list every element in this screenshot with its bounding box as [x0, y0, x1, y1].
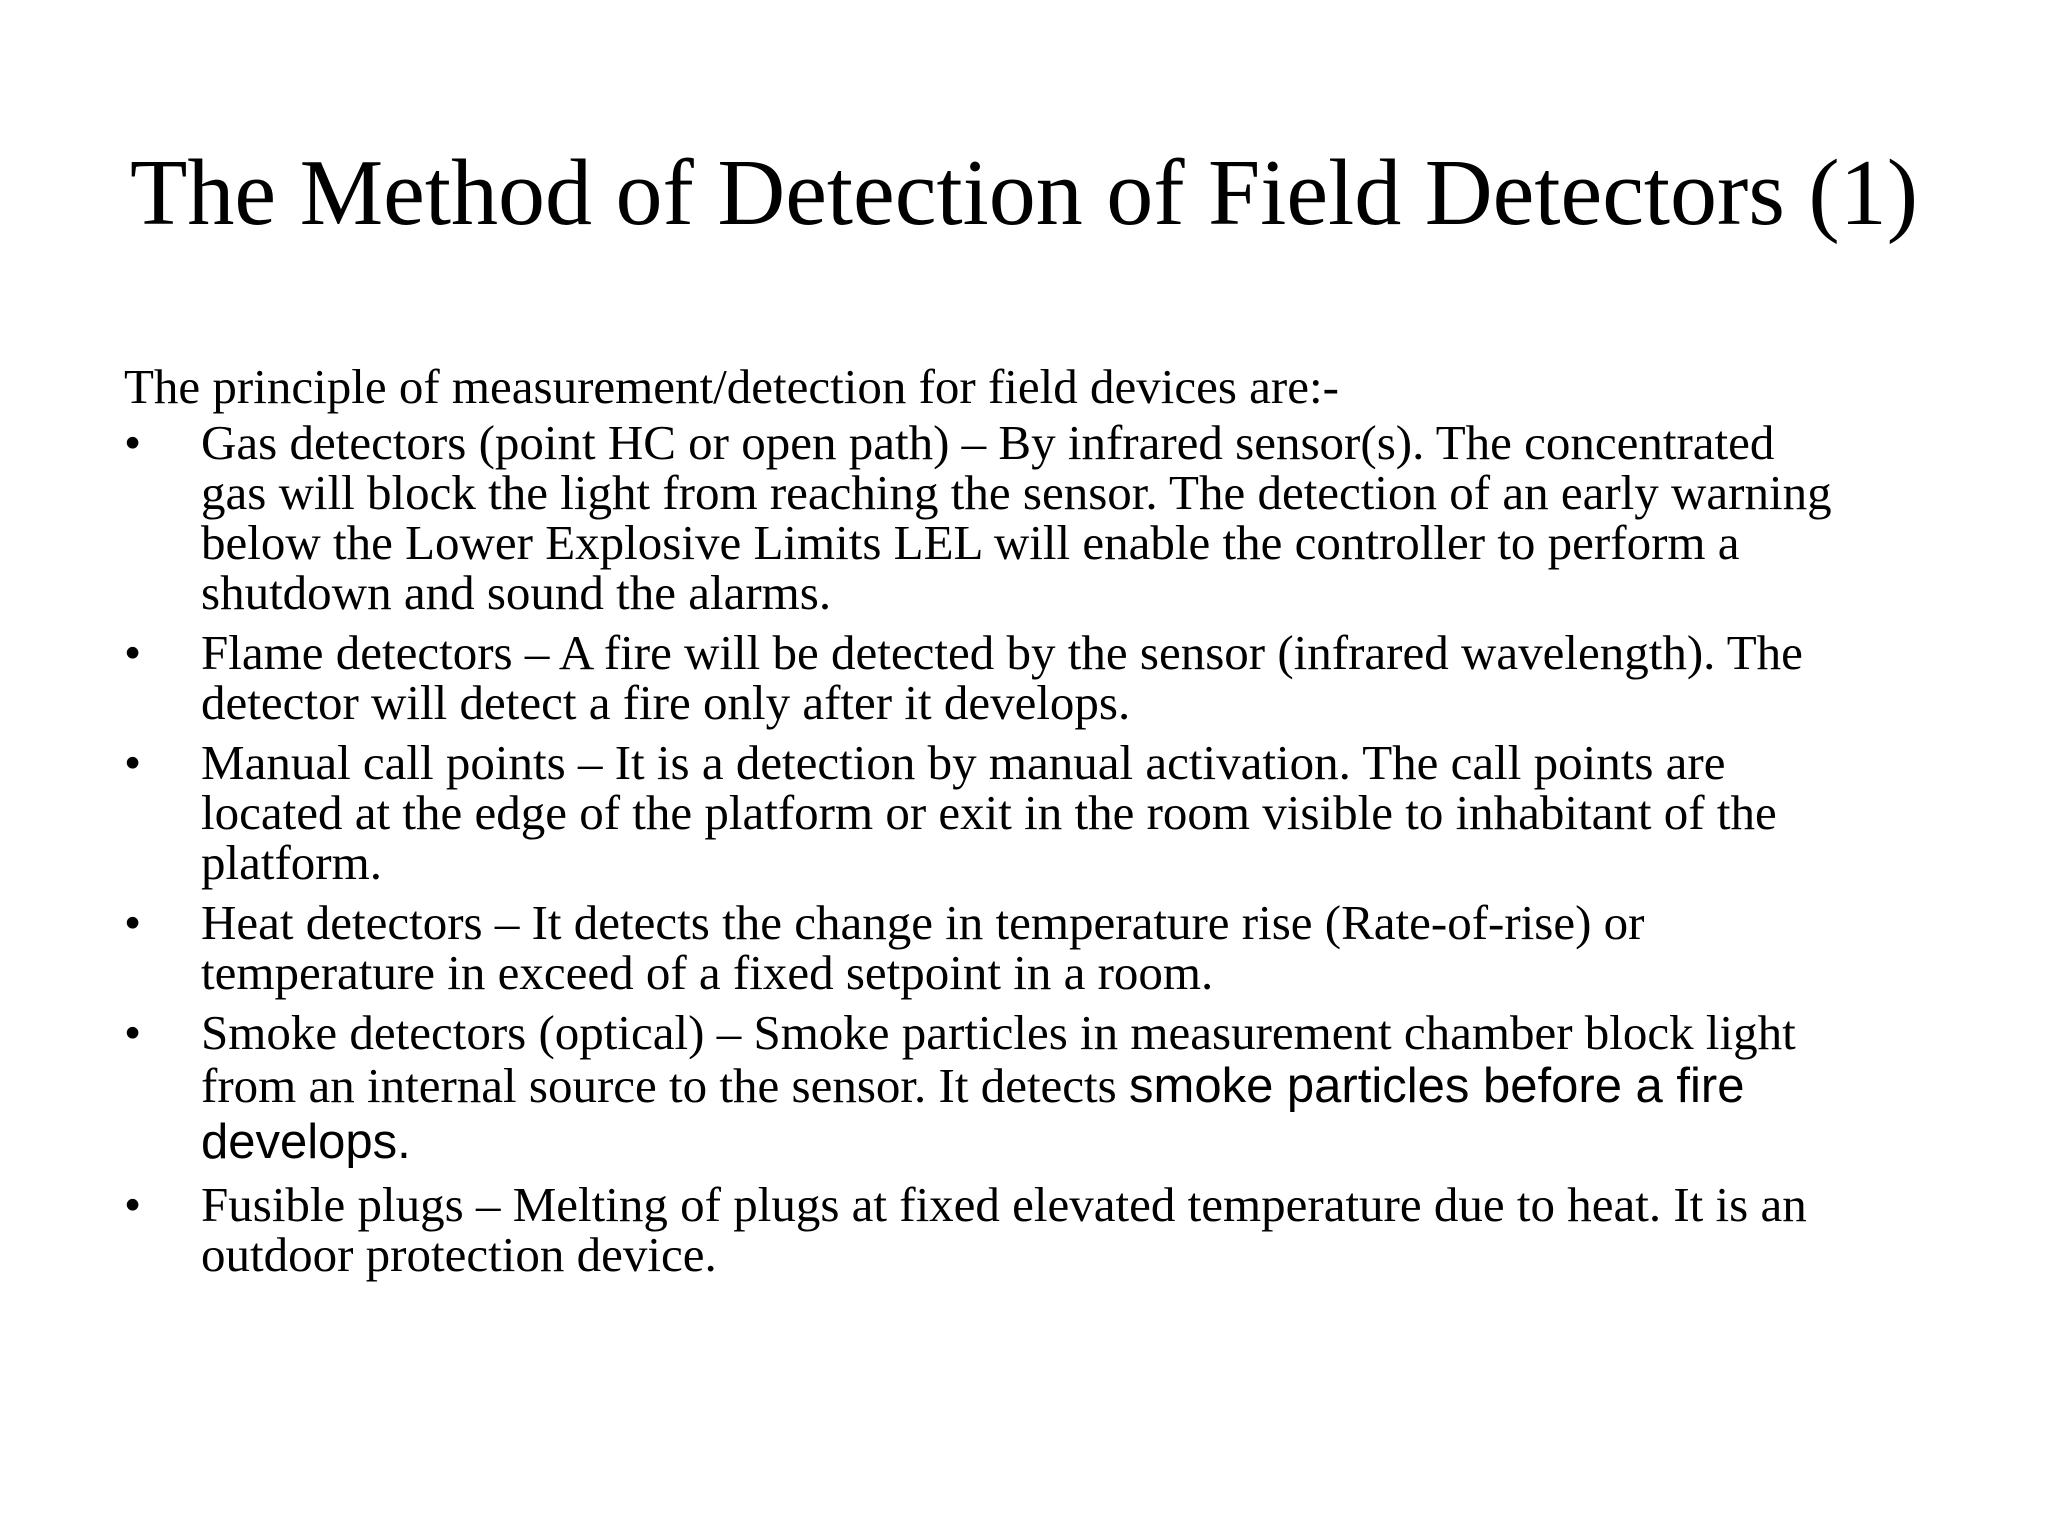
slide-body: [124, 360, 1944, 1290]
slide-title: The Method of Detection of Field Detectors (1): [129, 141, 1919, 245]
bullet-line: Gas detectors (point HC or open path) – By infrared sensor(s). The concentrated: [201, 415, 1775, 470]
bullet-marker: •: [124, 1177, 142, 1232]
bullet-line: platform.: [201, 835, 382, 890]
bullet-line: below the Lower Explosive Limits LEL will enable the controller to perform a: [201, 515, 1740, 570]
bullet-line: [201, 1058, 1944, 1114]
bullet-line: located at the edge of the platform or exit in the room visible to inhabitant of the: [201, 785, 1777, 840]
bullet-line: temperature in exceed of a fixed setpoint in a room.: [201, 945, 1214, 1000]
bullet-line: Smoke detectors (optical) – Smoke particles in measurement chamber block light: [201, 1005, 1796, 1060]
bullet-marker: •: [124, 1005, 142, 1060]
bullet-gas-detectors: [124, 415, 1944, 620]
bullet-marker: •: [124, 735, 142, 790]
bullet-line: shutdown and sound the alarms.: [201, 565, 832, 620]
bullet-line: develops.: [201, 1115, 411, 1169]
bullet-line: gas will block the light from reaching the sensor. The detection of an early warning: [201, 465, 1832, 520]
bullet-marker: •: [124, 625, 142, 680]
bullet-line: Heat detectors – It detects the change in temperature rise (Rate-of-rise) or: [201, 895, 1645, 950]
bullet-line: Flame detectors – A fire will be detected by the sensor (infrared wavelength). The: [201, 625, 1803, 680]
bullet-list: [124, 415, 1944, 1282]
bullet-smoke-detectors: [124, 1005, 1944, 1170]
bullet-marker: •: [124, 415, 142, 470]
bullet-flame-detectors: [124, 625, 1944, 730]
bullet-line-part-emphasis: smoke particles before a fire: [1129, 1059, 1745, 1113]
bullet-line-part: from an internal source to the sensor. It detects: [201, 1058, 1129, 1113]
bullet-line: detector will detect a fire only after it develops.: [201, 675, 1131, 730]
bullet-line: outdoor protection device.: [201, 1227, 717, 1282]
bullet-heat-detectors: [124, 895, 1944, 1000]
intro-text: The principle of measurement/detection for field devices are:-: [124, 359, 1339, 414]
bullet-manual-call-points: [124, 735, 1944, 890]
bullet-marker: •: [124, 895, 142, 950]
bullet-line: Fusible plugs – Melting of plugs at fixed elevated temperature due to heat. It is an: [201, 1177, 1807, 1232]
bullet-line: Manual call points – It is a detection by manual activation. The call points are: [201, 735, 1726, 790]
bullet-fusible-plugs: [124, 1177, 1944, 1282]
